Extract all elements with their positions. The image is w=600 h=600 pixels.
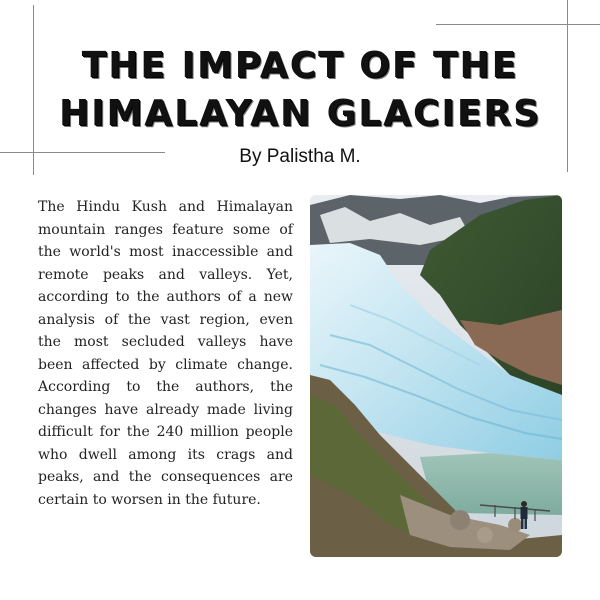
article-body: The Hindu Kush and Himalayan mountain ranges feature some of the world's most inaccessible and remote peaks and valleys. Yet, according to the authors of a new analysis of the vast region, even the most secluded valleys have been affected by climate change. According to the authors, the changes have already made living difficult for the 240 million people who dwell among its crags and peaks, and the consequences are certain to worsen in the future. (38, 199, 293, 508)
title-line-1: THE IMPACT OF THE (81, 45, 519, 86)
frame-line-left-horizontal (0, 152, 165, 153)
author-byline: By Palistha M. (239, 146, 361, 167)
frame-line-right-horizontal (436, 24, 600, 25)
frame-line-left-vertical (33, 5, 34, 175)
title-line-2: HIMALAYAN GLACIERS (58, 93, 542, 134)
page-title (40, 42, 560, 138)
glacier-photo (310, 195, 562, 557)
frame-line-right-vertical (567, 0, 568, 172)
